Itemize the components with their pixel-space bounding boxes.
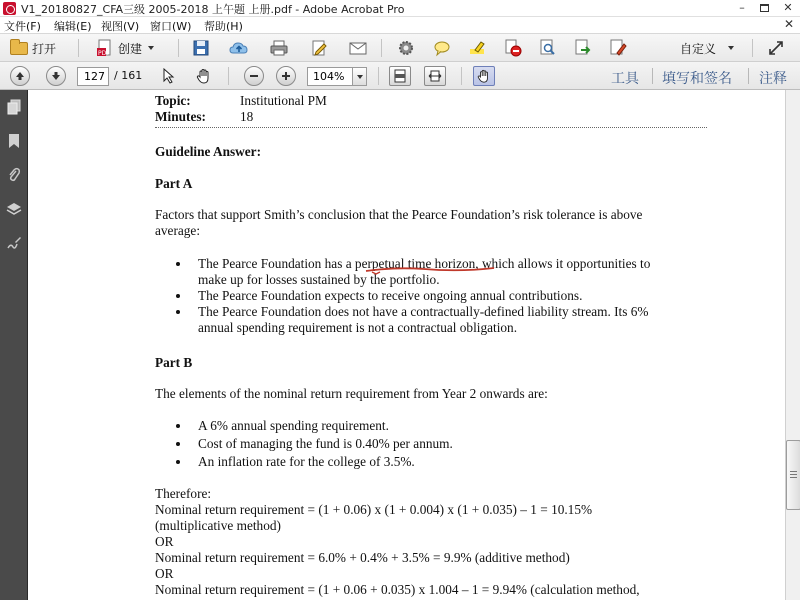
maximize-icon bbox=[760, 4, 769, 12]
signatures-button[interactable] bbox=[5, 234, 23, 252]
highlight-button[interactable] bbox=[467, 38, 487, 58]
grip-line bbox=[790, 477, 797, 478]
comment-button[interactable] bbox=[432, 38, 452, 58]
minimize-button[interactable]: – bbox=[739, 1, 745, 14]
calc-line: (multiplicative method) bbox=[155, 518, 281, 533]
upload-cloud-button[interactable] bbox=[229, 38, 249, 58]
topic-value: Institutional PM bbox=[240, 93, 327, 108]
toolbar-divider bbox=[748, 68, 749, 84]
signature-pen-icon bbox=[6, 235, 22, 251]
sign-button[interactable] bbox=[608, 38, 628, 58]
select-tool-button[interactable] bbox=[159, 66, 179, 86]
zoom-in-button[interactable] bbox=[276, 66, 296, 86]
arrow-up-icon bbox=[15, 71, 25, 81]
grip-line bbox=[790, 471, 797, 472]
menu-file[interactable]: 文件(F) bbox=[4, 20, 41, 33]
bookmark-icon bbox=[7, 133, 21, 149]
minus-icon bbox=[249, 71, 259, 81]
read-mode-button[interactable] bbox=[473, 66, 495, 86]
toolbar-divider bbox=[461, 67, 462, 85]
chevron-down-icon bbox=[148, 46, 154, 50]
menu-help[interactable]: 帮助(H) bbox=[204, 20, 243, 33]
guideline-heading: Guideline Answer: bbox=[155, 144, 262, 159]
pdf-page bbox=[29, 90, 785, 600]
bullet-marker bbox=[176, 460, 180, 464]
zoom-level-input[interactable] bbox=[307, 67, 353, 86]
close-window-button[interactable]: ✕ bbox=[783, 1, 793, 14]
title-bar bbox=[0, 0, 800, 17]
toolbar-divider bbox=[78, 39, 79, 57]
bullet-marker bbox=[176, 442, 180, 446]
main-toolbar bbox=[0, 34, 800, 62]
therefore-text: Therefore: bbox=[155, 486, 212, 501]
bullet-b3: An inflation rate for the college of 3.5%. bbox=[198, 454, 415, 469]
layers-icon bbox=[6, 201, 22, 217]
customize-dropdown[interactable] bbox=[680, 38, 734, 58]
calc-line: Nominal return requirement = (1 + 0.06 + 0.035) x 1.004 – 1 = 9.94% (calculation method, bbox=[155, 582, 640, 597]
redact-button[interactable] bbox=[503, 38, 523, 58]
minutes-value: 18 bbox=[240, 109, 254, 124]
bullet-marker bbox=[176, 262, 180, 266]
left-navigation-panel bbox=[0, 90, 28, 600]
printer-icon bbox=[270, 39, 288, 57]
page-total: / 161 bbox=[114, 69, 143, 82]
speech-bubble-icon bbox=[433, 39, 451, 57]
fullscreen-button[interactable] bbox=[766, 38, 786, 58]
create-button[interactable] bbox=[96, 38, 154, 58]
toolbar-divider bbox=[178, 39, 179, 57]
menu-view[interactable]: 视图(V) bbox=[101, 20, 140, 33]
create-pdf-icon bbox=[96, 39, 114, 57]
vertical-scrollbar[interactable] bbox=[785, 90, 800, 600]
part-b-heading: Part B bbox=[155, 355, 193, 370]
part-a-intro-line2: average: bbox=[155, 223, 201, 238]
zoom-out-button[interactable] bbox=[244, 66, 264, 86]
arrow-down-icon bbox=[51, 71, 61, 81]
tools-pane-link[interactable]: 工具 bbox=[611, 71, 639, 87]
paperclip-icon bbox=[7, 167, 21, 183]
toolbar-divider bbox=[378, 67, 379, 85]
part-a-intro-line1: Factors that support Smith’s conclusion that the Pearce Foundation’s risk tolerance is above bbox=[155, 207, 643, 222]
envelope-icon bbox=[349, 40, 367, 56]
fit-width-button[interactable] bbox=[424, 66, 446, 86]
settings-button[interactable] bbox=[396, 38, 416, 58]
save-icon bbox=[192, 39, 210, 57]
bullet-marker bbox=[176, 310, 180, 314]
comment-pane-link[interactable]: 注释 bbox=[759, 71, 787, 87]
page-number-input[interactable] bbox=[77, 67, 109, 86]
bullet-marker bbox=[176, 424, 180, 428]
cloud-upload-icon bbox=[229, 39, 249, 57]
next-page-button[interactable] bbox=[46, 66, 66, 86]
scrollbar-thumb[interactable] bbox=[786, 440, 800, 510]
save-button[interactable] bbox=[191, 38, 211, 58]
calc-line: OR bbox=[155, 534, 174, 549]
sign-page-icon bbox=[609, 39, 627, 57]
bullet-a3-line2: annual spending requirement is not a contractual obligation. bbox=[198, 320, 518, 335]
search-doc-button[interactable] bbox=[538, 38, 558, 58]
customize-label: 自定义 bbox=[680, 41, 717, 56]
window-title: V1_20180827_CFA三级 2005-2018 上午题 上册.pdf - Adobe Acrobat Pro bbox=[21, 3, 405, 16]
menu-edit[interactable]: 编辑(E) bbox=[54, 20, 92, 33]
open-label: 打开 bbox=[32, 41, 57, 56]
topic-label: Topic: bbox=[155, 93, 191, 108]
toolbar-divider bbox=[752, 39, 753, 57]
calc-line: OR bbox=[155, 566, 174, 581]
pages-icon bbox=[6, 99, 22, 115]
part-b-intro: The elements of the nominal return requirement from Year 2 onwards are: bbox=[155, 386, 548, 401]
menu-window[interactable]: 窗口(W) bbox=[150, 20, 192, 33]
page-thumbnails-button[interactable] bbox=[5, 98, 23, 116]
header-divider bbox=[155, 127, 707, 128]
highlighter-icon bbox=[468, 39, 486, 57]
minutes-label: Minutes: bbox=[155, 109, 206, 124]
calc-line: Nominal return requirement = 6.0% + 0.4% + 3.5% = 9.9% (additive method) bbox=[155, 550, 570, 565]
navigation-toolbar bbox=[0, 62, 800, 90]
cursor-arrow-icon bbox=[162, 68, 176, 84]
grip-line bbox=[790, 474, 797, 475]
fill-sign-pane-link[interactable]: 填写和签名 bbox=[662, 71, 732, 87]
bullet-a2: The Pearce Foundation expects to receive ongoing annual contributions. bbox=[198, 288, 583, 303]
expand-arrows-icon bbox=[768, 40, 784, 56]
stop-page-icon bbox=[504, 39, 522, 57]
bullet-marker bbox=[176, 294, 180, 298]
chevron-down-icon bbox=[728, 46, 734, 50]
document-view[interactable] bbox=[29, 90, 785, 600]
layers-button[interactable] bbox=[5, 200, 23, 218]
toolbar-divider bbox=[228, 67, 229, 85]
export-button[interactable] bbox=[573, 38, 593, 58]
search-page-icon bbox=[539, 39, 557, 57]
menu-bar bbox=[0, 17, 800, 34]
bullet-b1: A 6% annual spending requirement. bbox=[198, 418, 389, 433]
fit-page-button[interactable] bbox=[389, 66, 411, 86]
bullet-a1-line2: make up for losses sustained by the portfolio. bbox=[198, 272, 440, 287]
open-button[interactable] bbox=[10, 38, 56, 58]
close-document-button[interactable]: ✕ bbox=[783, 17, 794, 31]
toolbar-divider bbox=[381, 39, 382, 57]
attachments-button[interactable] bbox=[5, 166, 23, 184]
export-page-icon bbox=[574, 39, 592, 57]
chevron-down-icon bbox=[357, 75, 363, 79]
hand-icon bbox=[477, 69, 491, 83]
bullet-b2: Cost of managing the fund is 0.40% per annum. bbox=[198, 436, 453, 451]
folder-icon bbox=[10, 42, 28, 55]
fit-width-icon bbox=[428, 69, 442, 83]
edit-page-icon bbox=[310, 39, 328, 57]
edit-document-button[interactable] bbox=[309, 38, 329, 58]
gear-icon bbox=[397, 39, 415, 57]
previous-page-button[interactable] bbox=[10, 66, 30, 86]
print-button[interactable] bbox=[269, 38, 289, 58]
toolbar-divider bbox=[652, 68, 653, 84]
zoom-dropdown-button[interactable] bbox=[352, 67, 367, 86]
bullet-a1-line1: The Pearce Foundation has a perpetual time horizon, which allows it opportunities to bbox=[198, 256, 651, 271]
email-button[interactable] bbox=[348, 38, 368, 58]
maximize-button[interactable] bbox=[752, 0, 776, 17]
plus-icon bbox=[281, 71, 291, 81]
calc-line: Nominal return requirement = (1 + 0.06) x (1 + 0.004) x (1 + 0.035) – 1 = 10.15% bbox=[155, 502, 593, 517]
fit-page-icon bbox=[394, 69, 406, 83]
create-label: 创建 bbox=[118, 41, 143, 56]
bookmarks-button[interactable] bbox=[5, 132, 23, 150]
svg-text:PDF: PDF bbox=[98, 50, 110, 57]
acrobat-app-icon bbox=[3, 2, 16, 15]
red-ink-underline bbox=[364, 265, 496, 275]
hand-icon bbox=[196, 68, 212, 84]
hand-tool-button[interactable] bbox=[194, 66, 214, 86]
bullet-a3-line1: The Pearce Foundation does not have a contractually-defined liability stream. Its 6% bbox=[198, 304, 649, 319]
part-a-heading: Part A bbox=[155, 176, 193, 191]
